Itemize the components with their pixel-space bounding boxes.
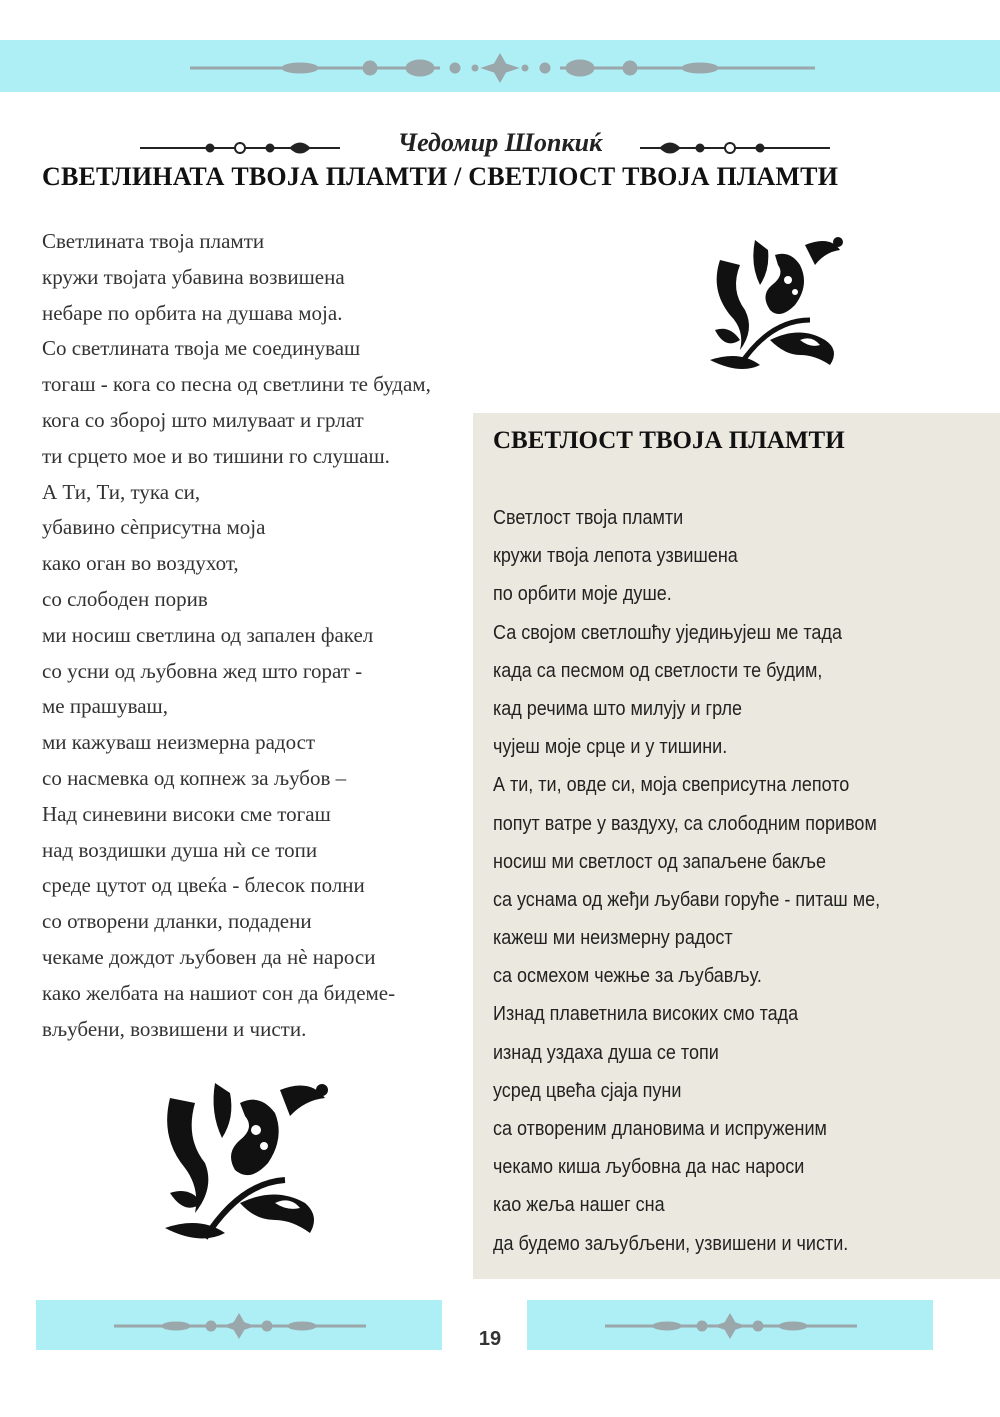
poem-line: небаре по орбита на душава моја. [42, 300, 343, 325]
poem-line: над воздишки душа нѝ се топи [42, 837, 318, 862]
poem-line: кога со зборој што милуваат и грлат [42, 407, 364, 432]
poem-line: А Ти, Ти, тука си, [42, 479, 201, 504]
poem-right [493, 499, 943, 1263]
poem-line: ми носиш светлина од запален факел [42, 622, 374, 647]
translation-box [473, 413, 1000, 1279]
poem-line: Над синевини високи сме тогаш [42, 801, 331, 826]
poem-line: кружи твојата убавина возвишена [42, 264, 345, 289]
decorative-divider-icon [0, 40, 1000, 92]
flourish-right-icon [640, 138, 830, 158]
poem-line: ти срцето мое и во тишини го слушаш. [42, 443, 390, 468]
poem-line: со отворени дланки, подадени [42, 909, 312, 934]
page-number: 19 [478, 1328, 502, 1350]
poem-line: са осмехом чежње за љубављу. [493, 965, 762, 988]
poem-line: када са песмом од светлости те будим, [493, 659, 823, 682]
floral-ornament-icon [160, 1078, 330, 1248]
poem-line: кажеш ми неизмерну радост [493, 927, 733, 950]
poem-line: чекаме дождот љубовен да нѐ нароси [42, 944, 376, 969]
flourish-left-icon [140, 138, 340, 158]
poem-left [42, 224, 482, 1047]
poem-line: попут ватре у ваздуху, са слободним поривом [493, 812, 877, 835]
poem-line: со усни од љубовна жед што горат - [42, 658, 363, 683]
poem-line: по орбити моје душе. [493, 583, 672, 606]
poem-line: со насмевка од копнеж за љубов – [42, 765, 347, 790]
poem-line: са отвореним длановима и испруженим [493, 1118, 827, 1140]
poem-line: изнад уздаха душа се топи [493, 1041, 719, 1064]
bottom-decorative-band-left [36, 1300, 442, 1350]
poem-line: како оган во воздухот, [42, 551, 239, 576]
poem-line: убавино сѐприсутна моја [42, 515, 266, 540]
poem-line: као жеља нашег сна [493, 1194, 665, 1217]
poem-line: чујеш моје срце и у тишини. [493, 736, 728, 759]
poem-line: Со светлината твоја ме соединуваш [42, 336, 361, 361]
translation-title: СВЕТЛОСТ ТВОЈА ПЛАМТИ [493, 427, 845, 454]
poem-line: како желбата на нашиот сон да бидеме- [42, 980, 396, 1005]
poem-line: да будемо заљубљени, узвишени и чисти. [493, 1232, 849, 1255]
floral-ornament-icon [700, 230, 850, 375]
poem-line: носиш ми светлост од запаљене бакље [493, 850, 826, 873]
poem-line: чекамо киша љубовна да нас нароси [493, 1156, 805, 1179]
poem-line: усред цвећа сјаја пуни [493, 1079, 682, 1102]
decorative-divider-icon [527, 1300, 933, 1350]
poem-line: Светлост твоја пламти [493, 507, 684, 529]
poem-line: ме прашуваш, [42, 694, 168, 719]
poem-line: Светлината твоја пламти [42, 229, 265, 253]
author-name: Чедомир Шопкиќ [397, 128, 603, 157]
poem-line: А ти, ти, овде си, моја свеприсутна лепото [493, 774, 850, 797]
bottom-decorative-band-right [527, 1300, 933, 1350]
author-row [0, 128, 1000, 164]
poem-line: са уснама од жеђи љубави горуће - питаш ме, [493, 888, 881, 911]
decorative-divider-icon [36, 1300, 442, 1350]
poem-line: ми кажуваш неизмерна радост [42, 730, 316, 755]
poem-line: кружи твоја лепота узвишена [493, 545, 738, 568]
poem-line: Изнад плаветнила високих смо тада [493, 1003, 799, 1026]
poem-line: кад речима што милују и грле [493, 697, 742, 720]
poem-line: вљубени, возвишени и чисти. [42, 1016, 307, 1041]
top-decorative-band [0, 40, 1000, 92]
page-title: СВЕТЛИНАТА ТВОЈА ПЛАМТИ / СВЕТЛОСТ ТВОЈА ПЛАМТИ [42, 162, 839, 191]
poem-line: тогаш - кога со песна од светлини те будам, [42, 372, 431, 397]
poem-line: Са својом светлошћу уједињујеш ме тада [493, 621, 842, 644]
poem-line: со слободен порив [42, 586, 208, 611]
poem-line: среде цутот од цвеќа - блесок полни [42, 873, 365, 898]
